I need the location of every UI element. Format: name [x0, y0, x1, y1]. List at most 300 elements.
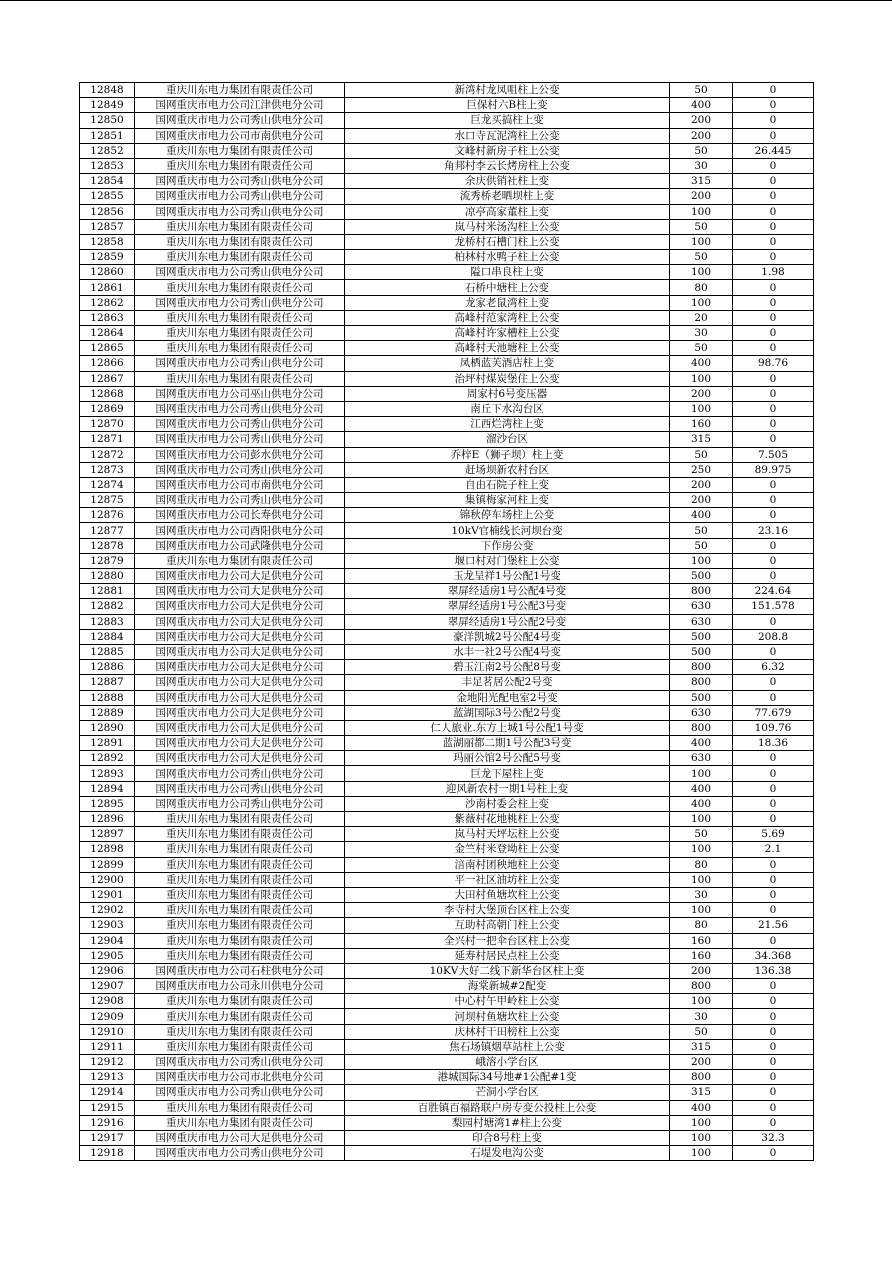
- table-row: [80, 569, 814, 584]
- row-number-cell: 12858: [80, 234, 135, 249]
- company-cell: 国网重庆市电力公司大足供电分公司: [135, 690, 345, 705]
- row-number-cell: 12915: [80, 1100, 135, 1115]
- capacity-cell: 800: [670, 720, 733, 735]
- transformer-name-cell: 乔梓E（狮子坝）柱上变: [345, 447, 670, 462]
- transformer-name-cell: 水丰一社2号公配4号变: [345, 644, 670, 659]
- table-row: [80, 265, 814, 280]
- transformer-name-cell: 紫薇村花地桃柱上公变: [345, 812, 670, 827]
- company-cell: 国网重庆市电力公司大足供电分公司: [135, 629, 345, 644]
- capacity-cell: 500: [670, 629, 733, 644]
- row-number-cell: 12866: [80, 356, 135, 371]
- company-cell: 重庆川东电力集团有限责任公司: [135, 371, 345, 386]
- table-row: [80, 781, 814, 796]
- table-row: [80, 1130, 814, 1145]
- company-cell: 重庆川东电力集团有限责任公司: [135, 310, 345, 325]
- table-row: [80, 371, 814, 386]
- row-number-cell: 12888: [80, 690, 135, 705]
- table-row: [80, 98, 814, 113]
- load-cell: 0: [733, 234, 814, 249]
- load-cell: 0: [733, 553, 814, 568]
- load-cell: 0: [733, 1039, 814, 1054]
- capacity-cell: 100: [670, 401, 733, 416]
- capacity-cell: 800: [670, 584, 733, 599]
- table-row: [80, 174, 814, 189]
- load-cell: 0: [733, 857, 814, 872]
- table-row: [80, 310, 814, 325]
- transformer-name-cell: 沙南村委会柱上变: [345, 796, 670, 811]
- load-cell: 0: [733, 432, 814, 447]
- company-cell: 国网重庆市电力公司秀山供电分公司: [135, 204, 345, 219]
- company-cell: 国网重庆市电力公司大足供电分公司: [135, 720, 345, 735]
- capacity-cell: 400: [670, 736, 733, 751]
- company-cell: 国网重庆市电力公司酉阳供电分公司: [135, 523, 345, 538]
- row-number-cell: 12887: [80, 675, 135, 690]
- load-cell: 0: [733, 341, 814, 356]
- company-cell: 国网重庆市电力公司永川供电分公司: [135, 979, 345, 994]
- transformer-name-cell: 下作房公变: [345, 538, 670, 553]
- table-row: [80, 158, 814, 173]
- load-cell: 0: [733, 295, 814, 310]
- capacity-cell: 50: [670, 250, 733, 265]
- capacity-cell: 50: [670, 523, 733, 538]
- load-cell: 0: [733, 979, 814, 994]
- capacity-cell: 30: [670, 887, 733, 902]
- capacity-cell: 100: [670, 265, 733, 280]
- transformer-name-cell: 岚马村天坪坛柱上公变: [345, 827, 670, 842]
- capacity-cell: 200: [670, 1055, 733, 1070]
- capacity-cell: 630: [670, 751, 733, 766]
- table-row: [80, 113, 814, 128]
- load-cell: 21.56: [733, 918, 814, 933]
- load-cell: 5.69: [733, 827, 814, 842]
- capacity-cell: 50: [670, 219, 733, 234]
- transformer-name-cell: 玛丽公馆2号公配5号变: [345, 751, 670, 766]
- load-cell: 0: [733, 386, 814, 401]
- load-cell: 0: [733, 766, 814, 781]
- company-cell: 国网重庆市电力公司大足供电分公司: [135, 584, 345, 599]
- load-cell: 0: [733, 796, 814, 811]
- row-number-cell: 12871: [80, 432, 135, 447]
- load-cell: 0: [733, 781, 814, 796]
- capacity-cell: 80: [670, 918, 733, 933]
- row-number-cell: 12861: [80, 280, 135, 295]
- transformer-name-cell: 豪洋凯城2号公配4号变: [345, 629, 670, 644]
- transformer-name-cell: 玉龙呈祥1号公配1号变: [345, 569, 670, 584]
- company-cell: 重庆川东电力集团有限责任公司: [135, 842, 345, 857]
- capacity-cell: 200: [670, 386, 733, 401]
- load-cell: 0: [733, 174, 814, 189]
- capacity-cell: 100: [670, 234, 733, 249]
- transformer-name-cell: 高峰村许家槽柱上公变: [345, 326, 670, 341]
- capacity-cell: 100: [670, 553, 733, 568]
- company-cell: 重庆川东电力集团有限责任公司: [135, 812, 345, 827]
- table-row: [80, 629, 814, 644]
- load-cell: 0: [733, 493, 814, 508]
- transformer-name-cell: 焦石场镇烟草站柱上公变: [345, 1039, 670, 1054]
- transformer-name-cell: 丰足茗居公配2号变: [345, 675, 670, 690]
- capacity-cell: 200: [670, 963, 733, 978]
- table-row: [80, 523, 814, 538]
- row-number-cell: 12859: [80, 250, 135, 265]
- company-cell: 国网重庆市电力公司大足供电分公司: [135, 751, 345, 766]
- table-row: [80, 979, 814, 994]
- transformer-name-cell: 涪南村团秧地柱上公变: [345, 857, 670, 872]
- capacity-cell: 100: [670, 371, 733, 386]
- company-cell: 重庆川东电力集团有限责任公司: [135, 1024, 345, 1039]
- row-number-cell: 12880: [80, 569, 135, 584]
- table-row: [80, 827, 814, 842]
- company-cell: 国网重庆市电力公司武隆供电分公司: [135, 538, 345, 553]
- company-cell: 重庆川东电力集团有限责任公司: [135, 326, 345, 341]
- company-cell: 国网重庆市电力公司江津供电分公司: [135, 98, 345, 113]
- transformer-name-cell: 石堤发电沟公变: [345, 1146, 670, 1161]
- load-cell: 0: [733, 644, 814, 659]
- capacity-cell: 30: [670, 158, 733, 173]
- row-number-cell: 12911: [80, 1039, 135, 1054]
- table-row: [80, 842, 814, 857]
- row-number-cell: 12875: [80, 493, 135, 508]
- company-cell: 重庆川东电力集团有限责任公司: [135, 827, 345, 842]
- row-number-cell: 12882: [80, 599, 135, 614]
- row-number-cell: 12868: [80, 386, 135, 401]
- row-number-cell: 12869: [80, 401, 135, 416]
- load-cell: 0: [733, 326, 814, 341]
- company-cell: 国网重庆市电力公司秀山供电分公司: [135, 189, 345, 204]
- transformer-name-cell: 龙家老鼠湾柱上变: [345, 295, 670, 310]
- capacity-cell: 800: [670, 1070, 733, 1085]
- transformer-name-cell: 金竺村米登坳柱上公变: [345, 842, 670, 857]
- load-cell: 0: [733, 371, 814, 386]
- load-cell: 0: [733, 569, 814, 584]
- company-cell: 国网重庆市电力公司秀山供电分公司: [135, 462, 345, 477]
- transformer-name-cell: 自由石院子柱上变: [345, 477, 670, 492]
- capacity-cell: 30: [670, 326, 733, 341]
- load-cell: 89.975: [733, 462, 814, 477]
- row-number-cell: 12904: [80, 933, 135, 948]
- table-row: [80, 918, 814, 933]
- load-cell: 0: [733, 887, 814, 902]
- load-cell: 98.76: [733, 356, 814, 371]
- table-row: [80, 675, 814, 690]
- capacity-cell: 400: [670, 98, 733, 113]
- company-cell: 重庆川东电力集团有限责任公司: [135, 1100, 345, 1115]
- row-number-cell: 12910: [80, 1024, 135, 1039]
- row-number-cell: 12865: [80, 341, 135, 356]
- row-number-cell: 12886: [80, 660, 135, 675]
- row-number-cell: 12914: [80, 1085, 135, 1100]
- capacity-cell: 100: [670, 1146, 733, 1161]
- company-cell: 国网重庆市电力公司大足供电分公司: [135, 675, 345, 690]
- transformer-name-cell: 文峰村新房子柱上公变: [345, 143, 670, 158]
- load-cell: 0: [733, 675, 814, 690]
- capacity-cell: 630: [670, 705, 733, 720]
- transformer-name-cell: 巨保村六B柱上变: [345, 98, 670, 113]
- table-row: [80, 933, 814, 948]
- capacity-cell: 100: [670, 204, 733, 219]
- table-row: [80, 812, 814, 827]
- table-row: [80, 994, 814, 1009]
- row-number-cell: 12857: [80, 219, 135, 234]
- row-number-cell: 12867: [80, 371, 135, 386]
- row-number-cell: 12855: [80, 189, 135, 204]
- row-number-cell: 12901: [80, 887, 135, 902]
- transformer-name-cell: 河坝村鱼塘坎柱上公变: [345, 1009, 670, 1024]
- company-cell: 重庆川东电力集团有限责任公司: [135, 872, 345, 887]
- transformer-name-cell: 赶场坝新农村台区: [345, 462, 670, 477]
- table-row: [80, 295, 814, 310]
- company-cell: 重庆川东电力集团有限责任公司: [135, 553, 345, 568]
- row-number-cell: 12917: [80, 1130, 135, 1145]
- capacity-cell: 80: [670, 280, 733, 295]
- capacity-cell: 100: [670, 766, 733, 781]
- company-cell: 国网重庆市电力公司秀山供电分公司: [135, 295, 345, 310]
- company-cell: 重庆川东电力集团有限责任公司: [135, 143, 345, 158]
- load-cell: 109.76: [733, 720, 814, 735]
- company-cell: 国网重庆市电力公司彭水供电分公司: [135, 447, 345, 462]
- company-cell: 重庆川东电力集团有限责任公司: [135, 918, 345, 933]
- load-cell: 208.8: [733, 629, 814, 644]
- row-number-cell: 12902: [80, 903, 135, 918]
- company-cell: 国网重庆市电力公司大足供电分公司: [135, 1130, 345, 1145]
- capacity-cell: 315: [670, 1039, 733, 1054]
- table-row: [80, 128, 814, 143]
- row-number-cell: 12862: [80, 295, 135, 310]
- capacity-cell: 100: [670, 872, 733, 887]
- capacity-cell: 250: [670, 462, 733, 477]
- transformer-name-cell: 水口寺瓦泥湾柱上公变: [345, 128, 670, 143]
- load-cell: 0: [733, 310, 814, 325]
- company-cell: 国网重庆市电力公司大足供电分公司: [135, 569, 345, 584]
- table-row: [80, 1024, 814, 1039]
- capacity-cell: 800: [670, 675, 733, 690]
- company-cell: 重庆川东电力集团有限责任公司: [135, 933, 345, 948]
- load-cell: 0: [733, 98, 814, 113]
- table-row: [80, 1146, 814, 1161]
- transformer-name-cell: 海棠新城#2配变: [345, 979, 670, 994]
- row-number-cell: 12918: [80, 1146, 135, 1161]
- row-number-cell: 12860: [80, 265, 135, 280]
- load-cell: 2.1: [733, 842, 814, 857]
- company-cell: 国网重庆市电力公司大足供电分公司: [135, 599, 345, 614]
- company-cell: 国网重庆市电力公司大足供电分公司: [135, 644, 345, 659]
- capacity-cell: 200: [670, 189, 733, 204]
- capacity-cell: 160: [670, 933, 733, 948]
- table-row: [80, 887, 814, 902]
- load-cell: 18.36: [733, 736, 814, 751]
- table-row: [80, 872, 814, 887]
- load-cell: 77.679: [733, 705, 814, 720]
- load-cell: 0: [733, 113, 814, 128]
- table-row: [80, 1070, 814, 1085]
- transformer-name-cell: 凤栖蓝芙酒店柱上变: [345, 356, 670, 371]
- row-number-cell: 12909: [80, 1009, 135, 1024]
- company-cell: 重庆川东电力集团有限责任公司: [135, 903, 345, 918]
- transformer-name-cell: 巨龙下屋柱上变: [345, 766, 670, 781]
- table-row: [80, 1100, 814, 1115]
- row-number-cell: 12853: [80, 158, 135, 173]
- capacity-cell: 100: [670, 812, 733, 827]
- row-number-cell: 12903: [80, 918, 135, 933]
- transformer-name-cell: 印合8号柱上变: [345, 1130, 670, 1145]
- capacity-cell: 500: [670, 569, 733, 584]
- transformer-name-cell: 治坪村煤炭堡住上公变: [345, 371, 670, 386]
- transformer-name-cell: 锦秋停车场柱上公变: [345, 508, 670, 523]
- load-cell: 0: [733, 1146, 814, 1161]
- company-cell: 国网重庆市电力公司秀山供电分公司: [135, 356, 345, 371]
- row-number-cell: 12879: [80, 553, 135, 568]
- company-cell: 国网重庆市电力公司秀山供电分公司: [135, 1146, 345, 1161]
- table-row: [80, 796, 814, 811]
- transformer-name-cell: 余庆供销社柱上变: [345, 174, 670, 189]
- row-number-cell: 12877: [80, 523, 135, 538]
- capacity-cell: 50: [670, 1024, 733, 1039]
- capacity-cell: 100: [670, 994, 733, 1009]
- top-rule: [0, 0, 892, 1]
- company-cell: 国网重庆市电力公司秀山供电分公司: [135, 1055, 345, 1070]
- row-number-cell: 12849: [80, 98, 135, 113]
- company-cell: 重庆川东电力集团有限责任公司: [135, 887, 345, 902]
- transformer-name-cell: 互助村高朝门柱上公变: [345, 918, 670, 933]
- table-row: [80, 432, 814, 447]
- company-cell: 国网重庆市电力公司秀山供电分公司: [135, 401, 345, 416]
- load-cell: 0: [733, 280, 814, 295]
- table-row: [80, 462, 814, 477]
- load-cell: 0: [733, 751, 814, 766]
- transformer-name-cell: 大田村鱼塘坎柱上公变: [345, 887, 670, 902]
- row-number-cell: 12899: [80, 857, 135, 872]
- table-row: [80, 356, 814, 371]
- table-row: [80, 250, 814, 265]
- table-row: [80, 219, 814, 234]
- table-row: [80, 766, 814, 781]
- load-cell: 0: [733, 903, 814, 918]
- capacity-cell: 50: [670, 143, 733, 158]
- table-row: [80, 690, 814, 705]
- row-number-cell: 12863: [80, 310, 135, 325]
- load-cell: 0: [733, 417, 814, 432]
- transformer-name-cell: 金地阳光配电室2号变: [345, 690, 670, 705]
- capacity-cell: 50: [670, 83, 733, 98]
- row-number-cell: 12896: [80, 812, 135, 827]
- load-cell: 0: [733, 477, 814, 492]
- capacity-cell: 200: [670, 493, 733, 508]
- load-cell: 32.3: [733, 1130, 814, 1145]
- capacity-cell: 80: [670, 857, 733, 872]
- company-cell: 重庆川东电力集团有限责任公司: [135, 1009, 345, 1024]
- company-cell: 重庆川东电力集团有限责任公司: [135, 219, 345, 234]
- capacity-cell: 100: [670, 903, 733, 918]
- table-row: [80, 1055, 814, 1070]
- row-number-cell: 12856: [80, 204, 135, 219]
- transformer-name-cell: 蓝湖国际3号公配2号变: [345, 705, 670, 720]
- table-row: [80, 234, 814, 249]
- company-cell: 国网重庆市电力公司大足供电分公司: [135, 705, 345, 720]
- row-number-cell: 12873: [80, 462, 135, 477]
- company-cell: 国网重庆市电力公司长寿供电分公司: [135, 508, 345, 523]
- company-cell: 重庆川东电力集团有限责任公司: [135, 948, 345, 963]
- transformer-name-cell: 溜沙台区: [345, 432, 670, 447]
- transformer-name-cell: 10KV大好二线下新华台区柱上变: [345, 963, 670, 978]
- load-cell: 0: [733, 204, 814, 219]
- table-row: [80, 614, 814, 629]
- row-number-cell: 12851: [80, 128, 135, 143]
- load-cell: 136.38: [733, 963, 814, 978]
- row-number-cell: 12884: [80, 629, 135, 644]
- company-cell: 国网重庆市电力公司秀山供电分公司: [135, 796, 345, 811]
- transformer-name-cell: 岚马村米汤沟柱上公变: [345, 219, 670, 234]
- transformer-name-cell: 10kV官楠线长河坝台变: [345, 523, 670, 538]
- table-row: [80, 599, 814, 614]
- load-cell: 0: [733, 128, 814, 143]
- row-number-cell: 12889: [80, 705, 135, 720]
- table-row: [80, 705, 814, 720]
- load-cell: 0: [733, 401, 814, 416]
- transformer-table: [79, 82, 814, 1161]
- row-number-cell: 12908: [80, 994, 135, 1009]
- row-number-cell: 12885: [80, 644, 135, 659]
- table-row: [80, 83, 814, 98]
- transformer-name-cell: 翠屏经适房1号公配4号变: [345, 584, 670, 599]
- load-cell: 0: [733, 1100, 814, 1115]
- table-row: [80, 736, 814, 751]
- load-cell: 0: [733, 1085, 814, 1100]
- table-row: [80, 751, 814, 766]
- company-cell: 国网重庆市电力公司巫山供电分公司: [135, 386, 345, 401]
- table-row: [80, 386, 814, 401]
- transformer-name-cell: 仁人旅业.东方上城1号公配1号变: [345, 720, 670, 735]
- load-cell: 0: [733, 158, 814, 173]
- capacity-cell: 50: [670, 538, 733, 553]
- table-row: [80, 1039, 814, 1054]
- capacity-cell: 400: [670, 1100, 733, 1115]
- transformer-name-cell: 石桥中塘柱上公变: [345, 280, 670, 295]
- table-row: [80, 447, 814, 462]
- row-number-cell: 12850: [80, 113, 135, 128]
- table-row: [80, 553, 814, 568]
- table-row: [80, 204, 814, 219]
- company-cell: 国网重庆市电力公司市南供电分公司: [135, 128, 345, 143]
- transformer-name-cell: 全兴村一把伞台区柱上公变: [345, 933, 670, 948]
- row-number-cell: 12883: [80, 614, 135, 629]
- load-cell: 224.64: [733, 584, 814, 599]
- capacity-cell: 50: [670, 341, 733, 356]
- load-cell: 34.368: [733, 948, 814, 963]
- transformer-name-cell: 堰口村对门堡柱上公变: [345, 553, 670, 568]
- load-cell: 0: [733, 538, 814, 553]
- table-row: [80, 584, 814, 599]
- row-number-cell: 12848: [80, 83, 135, 98]
- company-cell: 国网重庆市电力公司秀山供电分公司: [135, 174, 345, 189]
- company-cell: 重庆川东电力集团有限责任公司: [135, 158, 345, 173]
- row-number-cell: 12913: [80, 1070, 135, 1085]
- company-cell: 国网重庆市电力公司市南供电分公司: [135, 477, 345, 492]
- company-cell: 重庆川东电力集团有限责任公司: [135, 250, 345, 265]
- transformer-name-cell: 峨溶小学台区: [345, 1055, 670, 1070]
- transformer-name-cell: 凉亭高家董柱上变: [345, 204, 670, 219]
- capacity-cell: 400: [670, 356, 733, 371]
- capacity-cell: 800: [670, 660, 733, 675]
- transformer-name-cell: 高峰村范家湾柱上公变: [345, 310, 670, 325]
- row-number-cell: 12895: [80, 796, 135, 811]
- row-number-cell: 12912: [80, 1055, 135, 1070]
- table-row: [80, 477, 814, 492]
- transformer-name-cell: 翠屏经适房1号公配2号变: [345, 614, 670, 629]
- row-number-cell: 12870: [80, 417, 135, 432]
- table-body: [80, 83, 814, 1161]
- load-cell: 23.16: [733, 523, 814, 538]
- company-cell: 国网重庆市电力公司石柱供电分公司: [135, 963, 345, 978]
- transformer-name-cell: 百胜镇百福路联户房专变公投柱上公变: [345, 1100, 670, 1115]
